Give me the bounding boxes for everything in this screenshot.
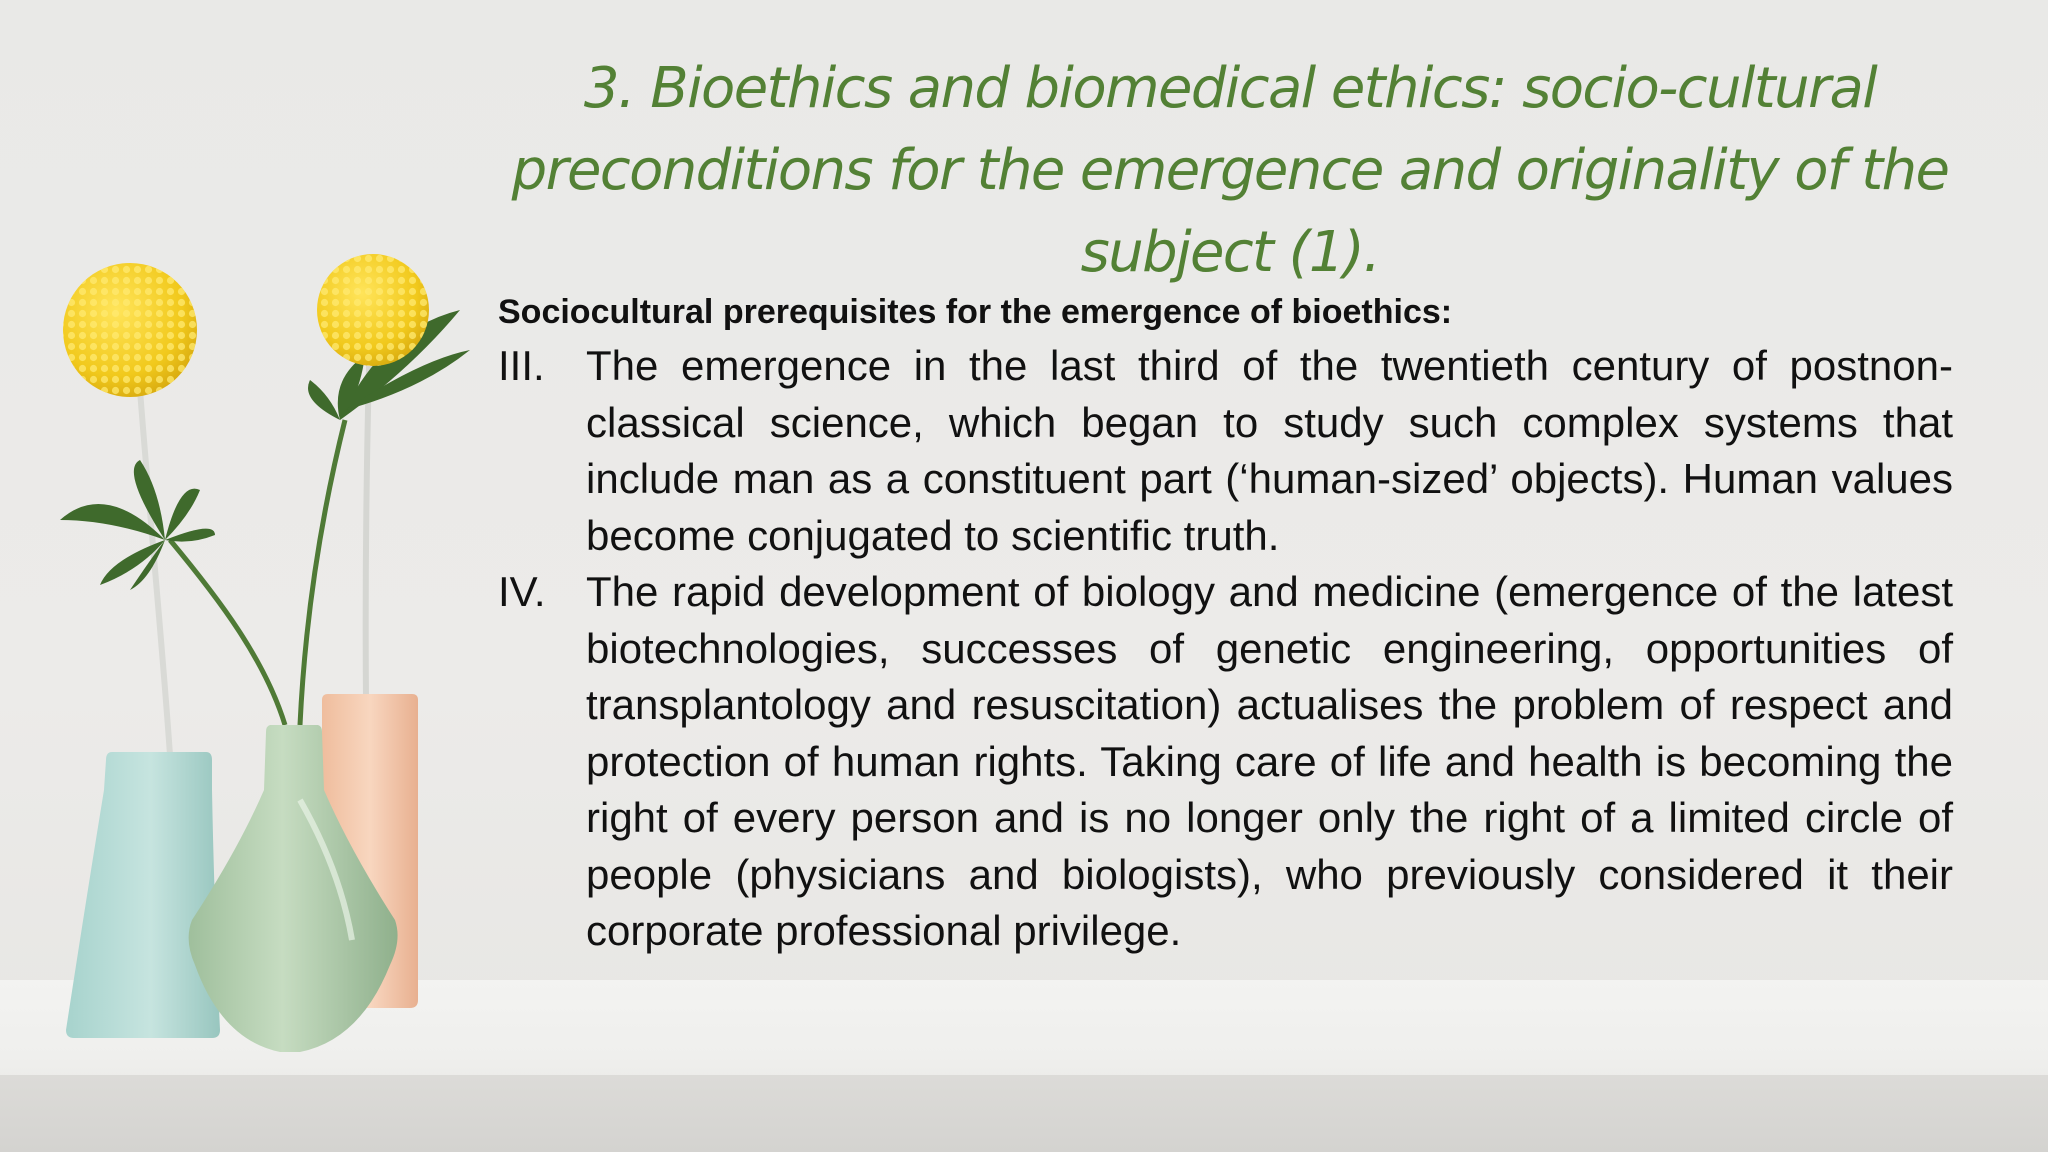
slide-subtitle: Sociocultural prerequisites for the emergence of bioethics:	[498, 293, 1453, 331]
list-item	[498, 564, 1953, 960]
list-item-number: III.	[498, 342, 545, 389]
list-item-number: IV.	[498, 568, 546, 615]
slide-title: 3. Bioethics and biomedical ethics: socio-cultural preconditions for the emergence and originality of the subject (1).	[511, 56, 1949, 285]
blue-vase-icon	[66, 752, 220, 1038]
list-item-text: The rapid development of biology and medicine (emergence of the latest biotechnologies, successes of genetic engineering, opportunities of transplantology and resuscitation) actualises the problem of respect and protection of human rights. Taking care of life and health is becoming the right of every person and is no longer only the right of a limited circle of people (physicians and biologists), who previously considered it their corporate professional privilege.	[586, 568, 1953, 954]
list-item-text: The emergence in the last third of the twentieth century of postnon-classical science, which began to study such complex systems that include man as a constituent part (‘human-sized’ objects). Human values become conjugated to scientific truth.	[586, 342, 1953, 559]
vase-decoration	[0, 200, 500, 1100]
prerequisites-list	[498, 338, 1953, 960]
list-item	[498, 338, 1953, 564]
